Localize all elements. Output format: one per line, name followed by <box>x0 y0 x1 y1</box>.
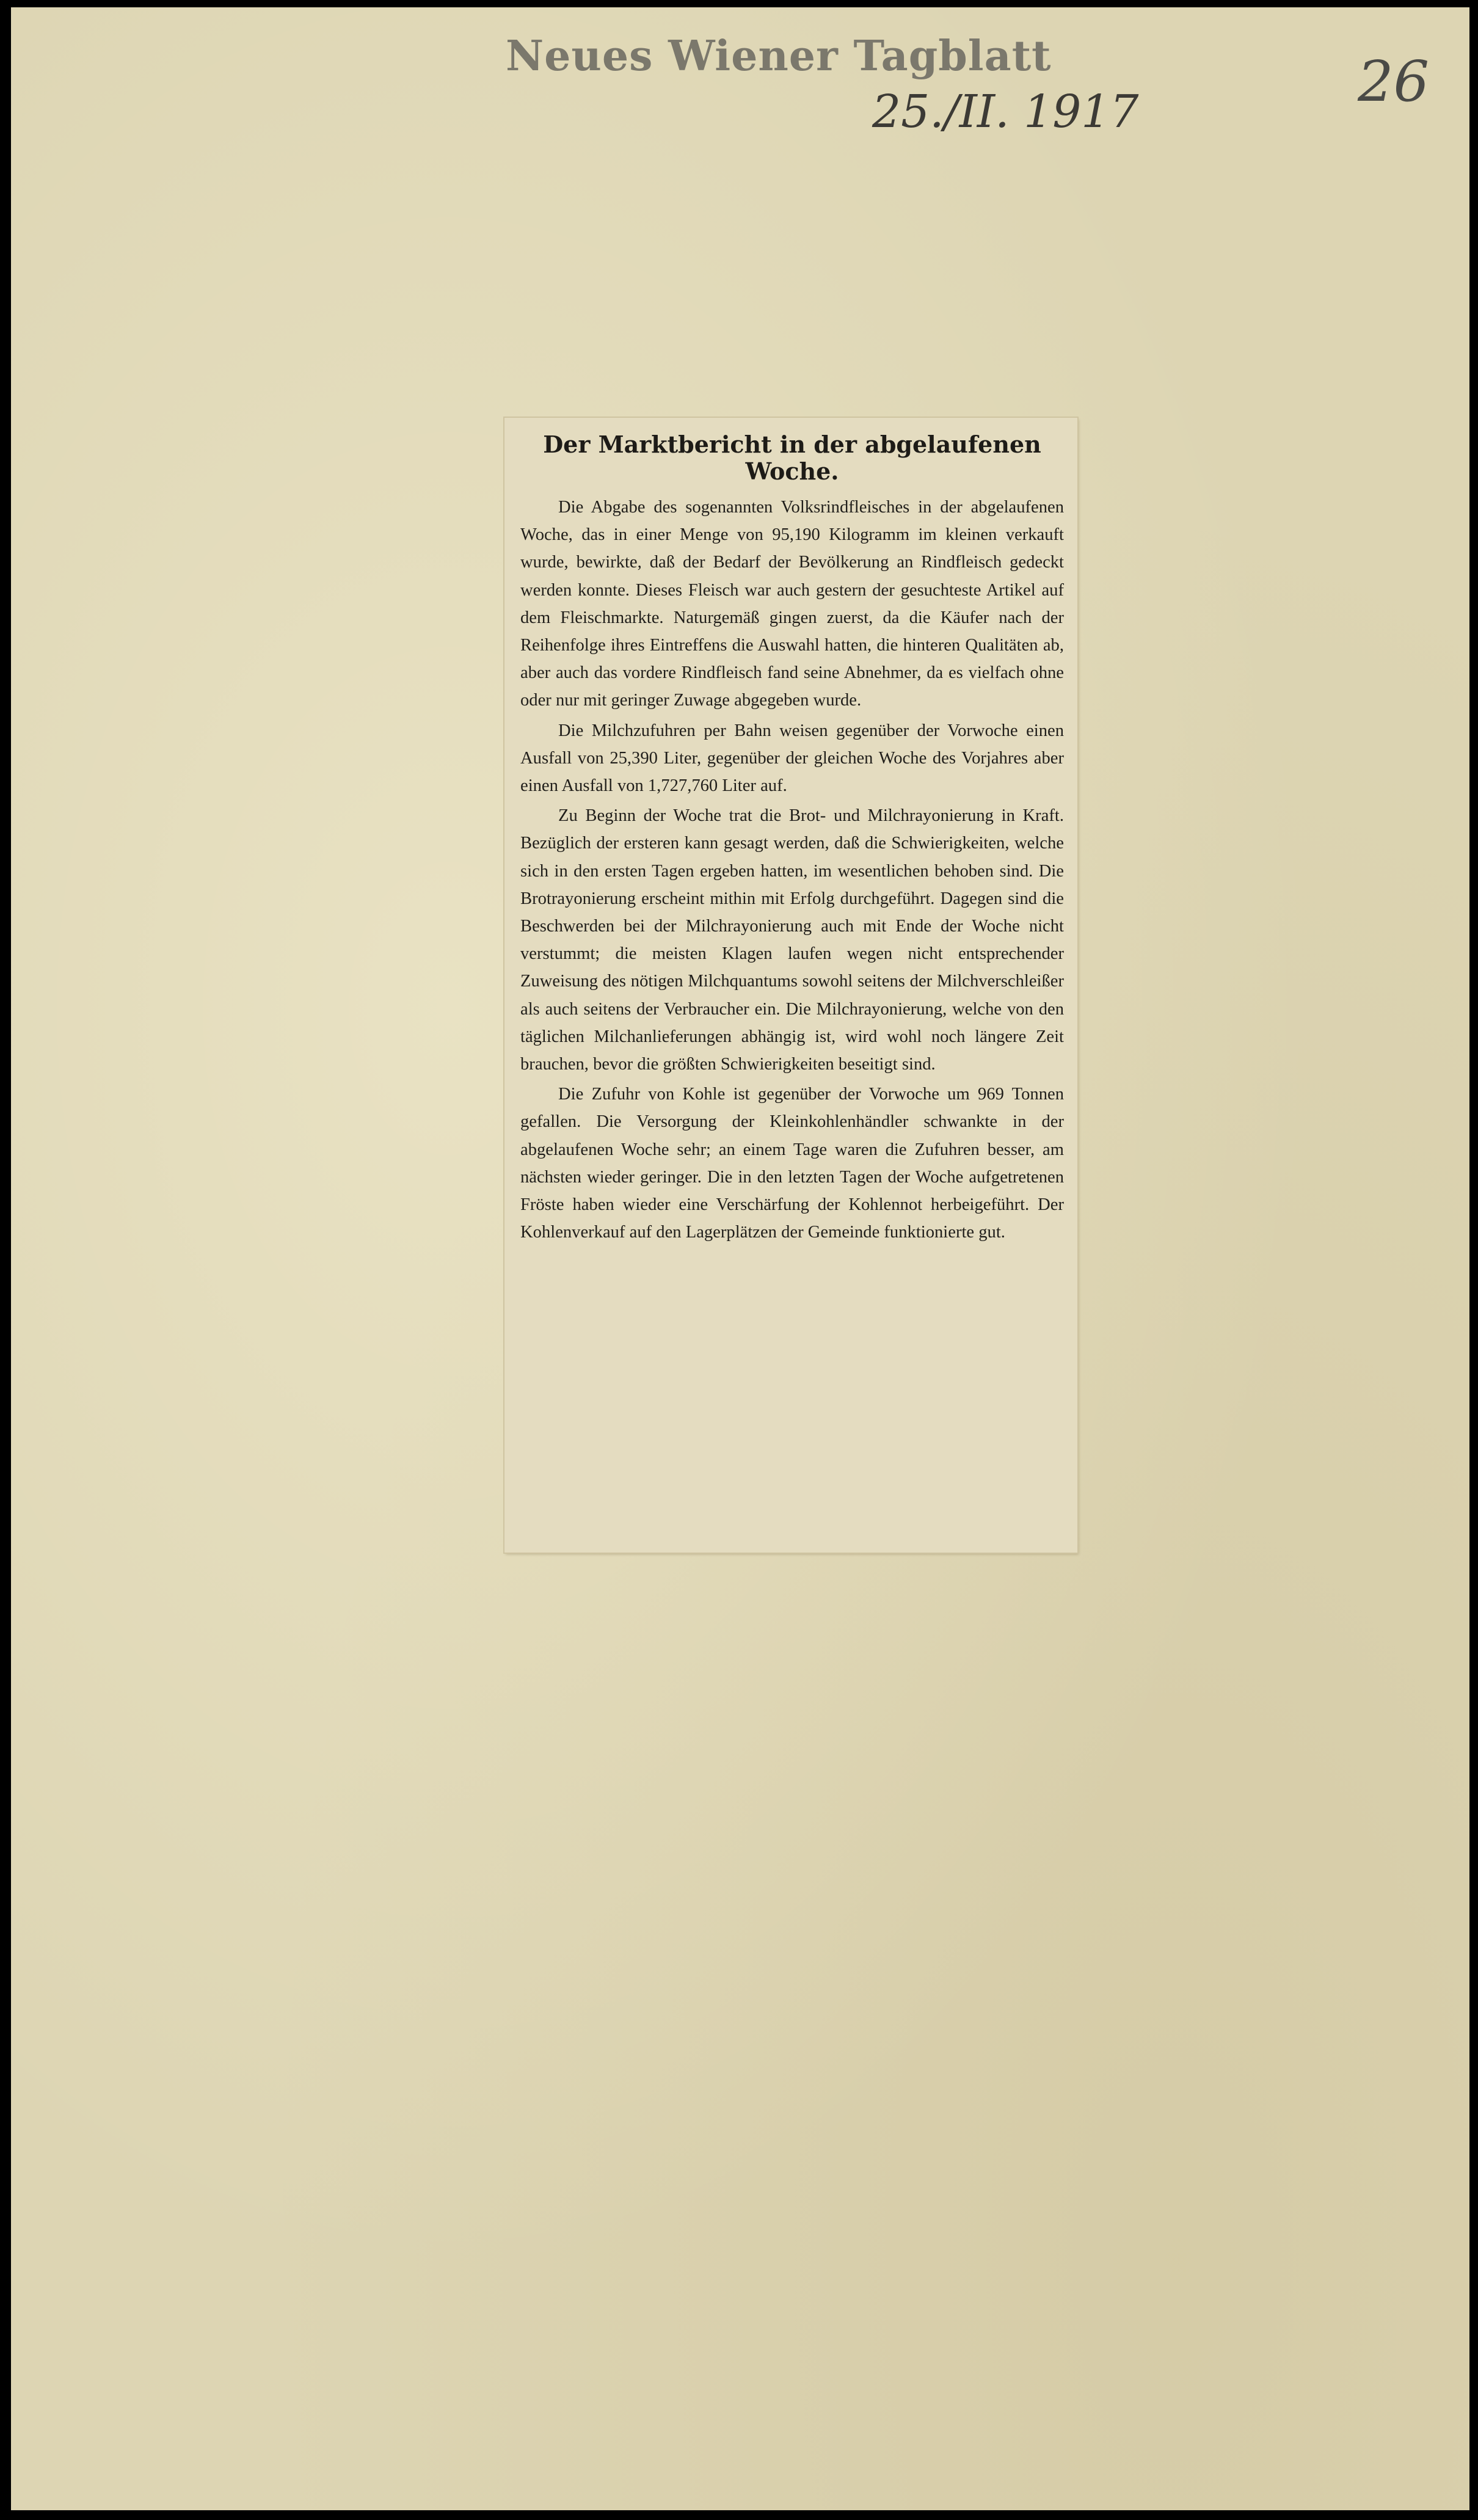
folio-number: 26 <box>1358 49 1430 114</box>
headline-line-2: Woche. <box>745 457 839 485</box>
article-paragraph: Die Milchzufuhren per Bahn weisen gegenüber der Vorwoche einen Ausfall von 25,390 Liter, gegenüber der gleichen Woche des Vorjahres aber einen Ausfall von 1,727,760 Liter auf. <box>520 721 1064 796</box>
archive-sheet <box>11 7 1469 2510</box>
handwritten-date: 25./II. 1917 <box>872 86 1139 138</box>
article-paragraph: Die Abgabe des sogenannten Volksrindfleisches in der abgelaufenen Woche, das in einer Menge von 95,190 Kilogramm im kleinen verkauft wurde, bewirkte, daß der Bedarf der Bevölkerung an Rindfleisch gedeckt werden konnte. Dieses Fleisch war auch gestern der gesuchteste Artikel auf dem Fleischmarkte. Naturgemäß gingen zuerst, da die Käufer nach der Reihenfolge ihres Eintreffens die Auswahl hatten, die hinteren Qualitäten ab, aber auch das vordere Rindfleisch fand seine Abnehmer, da es vielfach ohne oder nur mit geringer Zuwage abgegeben wurde. <box>520 498 1064 710</box>
newspaper-stamp: Neues Wiener Tagblatt <box>506 32 1052 81</box>
article-paragraph: Die Zufuhr von Kohle ist gegenüber der Vorwoche um 969 Tonnen gefallen. Die Versorgung der Kleinkohlenhändler schwankte in der abgelaufenen Woche sehr; an einem Tage waren die Zufuhren besser, am nächsten wieder geringer. Die in den letzten Tagen der Woche aufgetretenen Fröste haben wieder eine Verschärfung der Kohlennot herbeigeführt. Der Kohlenverkauf auf den Lagerplätzen der Gemeinde funktionierte gut. <box>520 1085 1064 1242</box>
newspaper-clipping <box>504 418 1077 1553</box>
article-paragraph: Zu Beginn der Woche trat die Brot- und Milchrayonierung in Kraft. Bezüglich der ersteren kann gesagt werden, daß die Schwierigkeiten, welche sich in den ersten Tagen ergeben hatten, im wesentlichen behoben sind. Die Brotrayonierung erscheint mithin mit Erfolg durchgeführt. Dagegen sind die Beschwerden bei der Milchrayonierung auch mit Ende der Woche nicht verstummt; die meisten Klagen laufen wegen nicht entsprechender Zuweisung des nötigen Milchquantums sowohl seitens der Milchverschleißer als auch seitens der Verbraucher ein. Die Milchrayonierung, welche von den täglichen Milchanlieferungen abhängig ist, wird wohl noch längere Zeit brauchen, bevor die größten Schwierigkeiten beseitigt sind. <box>520 806 1064 1074</box>
headline-line-1: Der Marktbericht in der abgelaufenen <box>543 431 1041 458</box>
article-headline <box>520 431 1064 485</box>
